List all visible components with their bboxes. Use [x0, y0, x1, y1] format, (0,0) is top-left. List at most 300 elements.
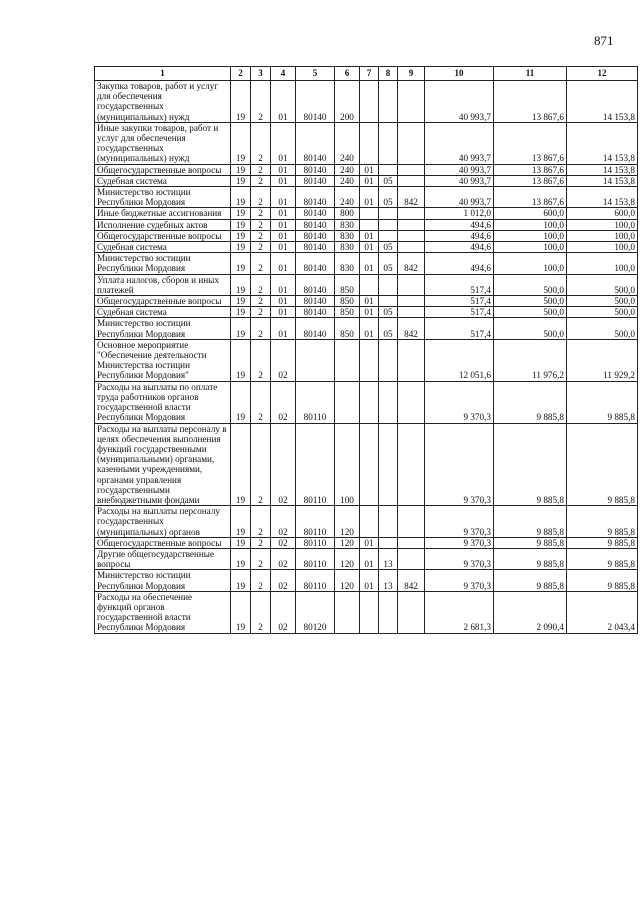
col-11-amount: 13 867,6 [494, 81, 567, 123]
col-3-cell: 2 [251, 423, 271, 506]
col-3-cell: 2 [251, 318, 271, 339]
row-name-cell: Уплата налогов, сборов и иных платежей [95, 274, 231, 295]
col-5-cell: 80110 [296, 381, 335, 423]
col-10-amount: 40 993,7 [425, 81, 494, 123]
col-12-amount: 9 885,8 [567, 537, 638, 548]
col-12-amount: 100,0 [567, 219, 638, 230]
header-cell: 2 [231, 67, 251, 81]
col-8-cell [379, 506, 398, 538]
col-2-cell: 19 [231, 548, 251, 569]
col-11-amount: 9 885,8 [494, 381, 567, 423]
col-7-cell [360, 423, 379, 506]
row-name-cell: Расходы на выплаты персоналу в целях обеспечения выполнения функций государственными (муниципальными) органами, казенными учреждениями, органами управления государственными внебюджетными фондами [95, 423, 231, 506]
col-2-cell: 19 [231, 122, 251, 164]
col-2-cell: 19 [231, 175, 251, 186]
col-11-amount: 13 867,6 [494, 187, 567, 208]
col-10-amount: 9 370,3 [425, 537, 494, 548]
col-8-cell: 13 [379, 548, 398, 569]
col-2-cell: 19 [231, 537, 251, 548]
col-5-cell: 80140 [296, 175, 335, 186]
row-name-cell: Судебная система [95, 175, 231, 186]
col-12-amount: 500,0 [567, 296, 638, 307]
col-8-cell: 05 [379, 175, 398, 186]
header-row [95, 67, 638, 81]
col-6-cell: 850 [335, 274, 360, 295]
col-2-cell: 19 [231, 318, 251, 339]
col-4-cell: 02 [271, 423, 296, 506]
col-11-amount: 100,0 [494, 242, 567, 253]
col-11-amount: 9 885,8 [494, 570, 567, 591]
col-5-cell: 80140 [296, 208, 335, 219]
col-8-cell [379, 274, 398, 295]
row-name-cell: Исполнение судебных актов [95, 219, 231, 230]
row-name-cell: Иные закупки товаров, работ и услуг для обеспечения государственных (муниципальных) нужд [95, 122, 231, 164]
table-row [95, 537, 638, 548]
col-11-amount: 9 885,8 [494, 548, 567, 569]
col-9-cell [398, 537, 425, 548]
col-5-cell: 80140 [296, 230, 335, 241]
col-11-amount: 100,0 [494, 253, 567, 274]
col-3-cell: 2 [251, 208, 271, 219]
col-7-cell [360, 122, 379, 164]
col-9-cell [398, 506, 425, 538]
col-7-cell [360, 208, 379, 219]
col-4-cell: 02 [271, 537, 296, 548]
col-12-amount: 500,0 [567, 307, 638, 318]
col-5-cell: 80140 [296, 81, 335, 123]
col-9-cell [398, 208, 425, 219]
col-8-cell [379, 381, 398, 423]
col-2-cell: 19 [231, 208, 251, 219]
col-4-cell: 02 [271, 591, 296, 633]
header-cell: 11 [494, 67, 567, 81]
col-12-amount: 100,0 [567, 253, 638, 274]
row-name-cell: Общегосударственные вопросы [95, 296, 231, 307]
table-row [95, 219, 638, 230]
col-9-cell [398, 307, 425, 318]
table-row [95, 175, 638, 186]
col-5-cell: 80140 [296, 274, 335, 295]
col-6-cell: 850 [335, 318, 360, 339]
table-row [95, 339, 638, 381]
col-6-cell: 850 [335, 296, 360, 307]
col-4-cell: 01 [271, 242, 296, 253]
col-4-cell: 01 [271, 187, 296, 208]
table-row [95, 570, 638, 591]
header-cell: 4 [271, 67, 296, 81]
col-10-amount: 9 370,3 [425, 548, 494, 569]
col-12-amount: 9 885,8 [567, 381, 638, 423]
col-5-cell: 80140 [296, 122, 335, 164]
row-name-cell: Общегосударственные вопросы [95, 230, 231, 241]
col-8-cell [379, 339, 398, 381]
col-7-cell: 01 [360, 230, 379, 241]
col-11-amount: 11 976,2 [494, 339, 567, 381]
col-4-cell: 01 [271, 274, 296, 295]
col-3-cell: 2 [251, 219, 271, 230]
col-8-cell [379, 296, 398, 307]
col-8-cell [379, 81, 398, 123]
col-6-cell [335, 591, 360, 633]
col-4-cell: 01 [271, 164, 296, 175]
col-7-cell: 01 [360, 318, 379, 339]
col-2-cell: 19 [231, 219, 251, 230]
col-10-amount: 517,4 [425, 296, 494, 307]
col-10-amount: 1 012,0 [425, 208, 494, 219]
col-12-amount: 14 153,8 [567, 175, 638, 186]
header-cell: 8 [379, 67, 398, 81]
col-6-cell: 830 [335, 253, 360, 274]
col-4-cell: 01 [271, 175, 296, 186]
col-9-cell [398, 122, 425, 164]
col-7-cell: 01 [360, 537, 379, 548]
col-9-cell [398, 339, 425, 381]
col-12-amount: 9 885,8 [567, 423, 638, 506]
col-5-cell: 80110 [296, 506, 335, 538]
col-5-cell: 80140 [296, 219, 335, 230]
col-4-cell: 02 [271, 548, 296, 569]
col-3-cell: 2 [251, 175, 271, 186]
col-11-amount: 600,0 [494, 208, 567, 219]
table-row [95, 548, 638, 569]
col-5-cell: 80110 [296, 570, 335, 591]
col-9-cell [398, 296, 425, 307]
col-6-cell: 850 [335, 307, 360, 318]
col-4-cell: 02 [271, 339, 296, 381]
col-9-cell [398, 164, 425, 175]
table-row [95, 187, 638, 208]
col-3-cell: 2 [251, 242, 271, 253]
col-8-cell [379, 423, 398, 506]
col-8-cell: 13 [379, 570, 398, 591]
col-8-cell [379, 164, 398, 175]
header-cell: 9 [398, 67, 425, 81]
col-3-cell: 2 [251, 339, 271, 381]
col-5-cell [296, 339, 335, 381]
col-8-cell: 05 [379, 187, 398, 208]
col-7-cell [360, 591, 379, 633]
col-11-amount: 500,0 [494, 296, 567, 307]
table-row [95, 307, 638, 318]
col-8-cell [379, 537, 398, 548]
col-9-cell [398, 548, 425, 569]
col-7-cell [360, 339, 379, 381]
col-12-amount: 9 885,8 [567, 570, 638, 591]
row-name-cell: Министерство юстиции Республики Мордовия [95, 570, 231, 591]
row-name-cell: Судебная система [95, 307, 231, 318]
header-cell: 10 [425, 67, 494, 81]
col-11-amount: 500,0 [494, 274, 567, 295]
col-2-cell: 19 [231, 81, 251, 123]
col-5-cell: 80140 [296, 164, 335, 175]
col-4-cell: 02 [271, 570, 296, 591]
row-name-cell: Судебная система [95, 242, 231, 253]
col-10-amount: 494,6 [425, 219, 494, 230]
col-2-cell: 19 [231, 423, 251, 506]
col-9-cell [398, 230, 425, 241]
col-11-amount: 2 090,4 [494, 591, 567, 633]
table-row [95, 230, 638, 241]
col-6-cell: 120 [335, 506, 360, 538]
col-7-cell: 01 [360, 296, 379, 307]
col-7-cell [360, 506, 379, 538]
col-5-cell: 80110 [296, 548, 335, 569]
row-name-cell: Общегосударственные вопросы [95, 537, 231, 548]
col-6-cell: 830 [335, 230, 360, 241]
row-name-cell: Другие общегосударственные вопросы [95, 548, 231, 569]
col-6-cell [335, 381, 360, 423]
col-7-cell: 01 [360, 253, 379, 274]
page-number: 871 [594, 33, 614, 48]
col-5-cell: 80140 [296, 296, 335, 307]
col-6-cell: 120 [335, 548, 360, 569]
table-row [95, 318, 638, 339]
col-3-cell: 2 [251, 307, 271, 318]
row-name-cell: Министерство юстиции Республики Мордовия [95, 187, 231, 208]
col-12-amount: 14 153,8 [567, 81, 638, 123]
table-row [95, 253, 638, 274]
col-8-cell [379, 208, 398, 219]
col-8-cell [379, 591, 398, 633]
col-8-cell: 05 [379, 307, 398, 318]
col-9-cell [398, 219, 425, 230]
col-2-cell: 19 [231, 506, 251, 538]
col-9-cell [398, 242, 425, 253]
col-10-amount: 517,4 [425, 318, 494, 339]
col-12-amount: 14 153,8 [567, 187, 638, 208]
col-2-cell: 19 [231, 187, 251, 208]
col-7-cell [360, 381, 379, 423]
col-2-cell: 19 [231, 570, 251, 591]
col-12-amount: 2 043,4 [567, 591, 638, 633]
col-3-cell: 2 [251, 81, 271, 123]
col-10-amount: 494,6 [425, 253, 494, 274]
col-3-cell: 2 [251, 506, 271, 538]
row-name-cell: Общегосударственные вопросы [95, 164, 231, 175]
col-2-cell: 19 [231, 164, 251, 175]
col-3-cell: 2 [251, 274, 271, 295]
col-3-cell: 2 [251, 381, 271, 423]
col-4-cell: 01 [271, 81, 296, 123]
col-10-amount: 40 993,7 [425, 164, 494, 175]
col-3-cell: 2 [251, 537, 271, 548]
col-11-amount: 500,0 [494, 318, 567, 339]
col-7-cell: 01 [360, 570, 379, 591]
col-9-cell [398, 423, 425, 506]
col-6-cell: 120 [335, 570, 360, 591]
col-8-cell: 05 [379, 242, 398, 253]
header-cell: 6 [335, 67, 360, 81]
col-9-cell: 842 [398, 570, 425, 591]
table-row [95, 423, 638, 506]
row-name-cell: Иные бюджетные ассигнования [95, 208, 231, 219]
table-row [95, 381, 638, 423]
col-12-amount: 9 885,8 [567, 548, 638, 569]
col-9-cell: 842 [398, 253, 425, 274]
col-7-cell: 01 [360, 548, 379, 569]
row-name-cell: Расходы на выплаты по оплате труда работников органов государственной власти Республики Мордовия [95, 381, 231, 423]
col-2-cell: 19 [231, 230, 251, 241]
table-row [95, 274, 638, 295]
col-5-cell: 80140 [296, 187, 335, 208]
col-5-cell: 80110 [296, 423, 335, 506]
col-9-cell [398, 381, 425, 423]
col-4-cell: 01 [271, 122, 296, 164]
col-8-cell [379, 230, 398, 241]
col-3-cell: 2 [251, 122, 271, 164]
col-12-amount: 14 153,8 [567, 164, 638, 175]
header-cell: 5 [296, 67, 335, 81]
col-10-amount: 494,6 [425, 242, 494, 253]
col-7-cell [360, 81, 379, 123]
table-row [95, 296, 638, 307]
col-4-cell: 01 [271, 208, 296, 219]
col-11-amount: 100,0 [494, 230, 567, 241]
col-3-cell: 2 [251, 570, 271, 591]
col-3-cell: 2 [251, 253, 271, 274]
col-8-cell [379, 122, 398, 164]
col-6-cell: 240 [335, 187, 360, 208]
col-4-cell: 02 [271, 381, 296, 423]
col-10-amount: 9 370,3 [425, 423, 494, 506]
col-10-amount: 517,4 [425, 274, 494, 295]
col-6-cell: 830 [335, 242, 360, 253]
col-4-cell: 01 [271, 307, 296, 318]
col-5-cell: 80140 [296, 307, 335, 318]
col-8-cell: 05 [379, 253, 398, 274]
row-name-cell: Министерство юстиции Республики Мордовия [95, 253, 231, 274]
col-10-amount: 12 051,6 [425, 339, 494, 381]
col-7-cell [360, 219, 379, 230]
col-12-amount: 14 153,8 [567, 122, 638, 164]
col-2-cell: 19 [231, 307, 251, 318]
col-7-cell: 01 [360, 175, 379, 186]
col-10-amount: 9 370,3 [425, 506, 494, 538]
col-7-cell [360, 274, 379, 295]
col-2-cell: 19 [231, 296, 251, 307]
col-4-cell: 01 [271, 253, 296, 274]
col-6-cell: 120 [335, 537, 360, 548]
col-2-cell: 19 [231, 591, 251, 633]
col-6-cell: 100 [335, 423, 360, 506]
col-11-amount: 9 885,8 [494, 506, 567, 538]
table-row [95, 506, 638, 538]
col-9-cell [398, 81, 425, 123]
col-4-cell: 01 [271, 230, 296, 241]
col-12-amount: 600,0 [567, 208, 638, 219]
col-10-amount: 40 993,7 [425, 187, 494, 208]
col-2-cell: 19 [231, 242, 251, 253]
table-row [95, 122, 638, 164]
col-9-cell: 842 [398, 187, 425, 208]
col-6-cell: 240 [335, 175, 360, 186]
col-5-cell: 80120 [296, 591, 335, 633]
col-11-amount: 13 867,6 [494, 175, 567, 186]
col-6-cell [335, 339, 360, 381]
col-3-cell: 2 [251, 230, 271, 241]
budget-table [94, 66, 638, 634]
col-5-cell: 80140 [296, 318, 335, 339]
col-11-amount: 500,0 [494, 307, 567, 318]
col-6-cell: 800 [335, 208, 360, 219]
row-name-cell: Министерство юстиции Республики Мордовия [95, 318, 231, 339]
col-2-cell: 19 [231, 253, 251, 274]
row-name-cell: Расходы на выплаты персоналу государственных (муниципальных) органов [95, 506, 231, 538]
col-9-cell [398, 591, 425, 633]
col-7-cell: 01 [360, 187, 379, 208]
col-3-cell: 2 [251, 548, 271, 569]
col-11-amount: 13 867,6 [494, 122, 567, 164]
col-10-amount: 40 993,7 [425, 175, 494, 186]
row-name-cell: Расходы на обеспечение функций органов государственной власти Республики Мордовия [95, 591, 231, 633]
table-row [95, 81, 638, 123]
col-9-cell [398, 274, 425, 295]
col-10-amount: 40 993,7 [425, 122, 494, 164]
col-3-cell: 2 [251, 164, 271, 175]
col-3-cell: 2 [251, 591, 271, 633]
col-6-cell: 830 [335, 219, 360, 230]
col-2-cell: 19 [231, 339, 251, 381]
header-cell: 12 [567, 67, 638, 81]
col-9-cell: 842 [398, 318, 425, 339]
col-8-cell: 05 [379, 318, 398, 339]
col-11-amount: 13 867,6 [494, 164, 567, 175]
col-5-cell: 80140 [296, 253, 335, 274]
table-row [95, 591, 638, 633]
table-row [95, 208, 638, 219]
col-11-amount: 9 885,8 [494, 537, 567, 548]
col-4-cell: 02 [271, 506, 296, 538]
row-name-cell: Закупка товаров, работ и услуг для обеспечения государственных (муниципальных) нужд [95, 81, 231, 123]
col-6-cell: 240 [335, 122, 360, 164]
col-10-amount: 9 370,3 [425, 381, 494, 423]
col-9-cell [398, 175, 425, 186]
col-12-amount: 500,0 [567, 274, 638, 295]
col-6-cell: 200 [335, 81, 360, 123]
col-12-amount: 100,0 [567, 242, 638, 253]
table-row [95, 242, 638, 253]
col-10-amount: 2 681,3 [425, 591, 494, 633]
col-10-amount: 494,6 [425, 230, 494, 241]
col-3-cell: 2 [251, 187, 271, 208]
col-10-amount: 517,4 [425, 307, 494, 318]
col-12-amount: 100,0 [567, 230, 638, 241]
header-cell: 3 [251, 67, 271, 81]
col-8-cell [379, 219, 398, 230]
col-12-amount: 11 929,2 [567, 339, 638, 381]
col-12-amount: 9 885,8 [567, 506, 638, 538]
col-4-cell: 01 [271, 318, 296, 339]
table-row [95, 164, 638, 175]
row-name-cell: Основное мероприятие "Обеспечение деятельности Министерства юстиции Республики Мордовия" [95, 339, 231, 381]
col-12-amount: 500,0 [567, 318, 638, 339]
col-2-cell: 19 [231, 274, 251, 295]
header-cell: 1 [95, 67, 231, 81]
col-7-cell: 01 [360, 164, 379, 175]
col-11-amount: 100,0 [494, 219, 567, 230]
col-5-cell: 80140 [296, 242, 335, 253]
col-2-cell: 19 [231, 381, 251, 423]
col-4-cell: 01 [271, 296, 296, 307]
col-10-amount: 9 370,3 [425, 570, 494, 591]
col-7-cell: 01 [360, 242, 379, 253]
col-5-cell: 80110 [296, 537, 335, 548]
col-6-cell: 240 [335, 164, 360, 175]
col-7-cell: 01 [360, 307, 379, 318]
header-cell: 7 [360, 67, 379, 81]
col-11-amount: 9 885,8 [494, 423, 567, 506]
col-4-cell: 01 [271, 219, 296, 230]
